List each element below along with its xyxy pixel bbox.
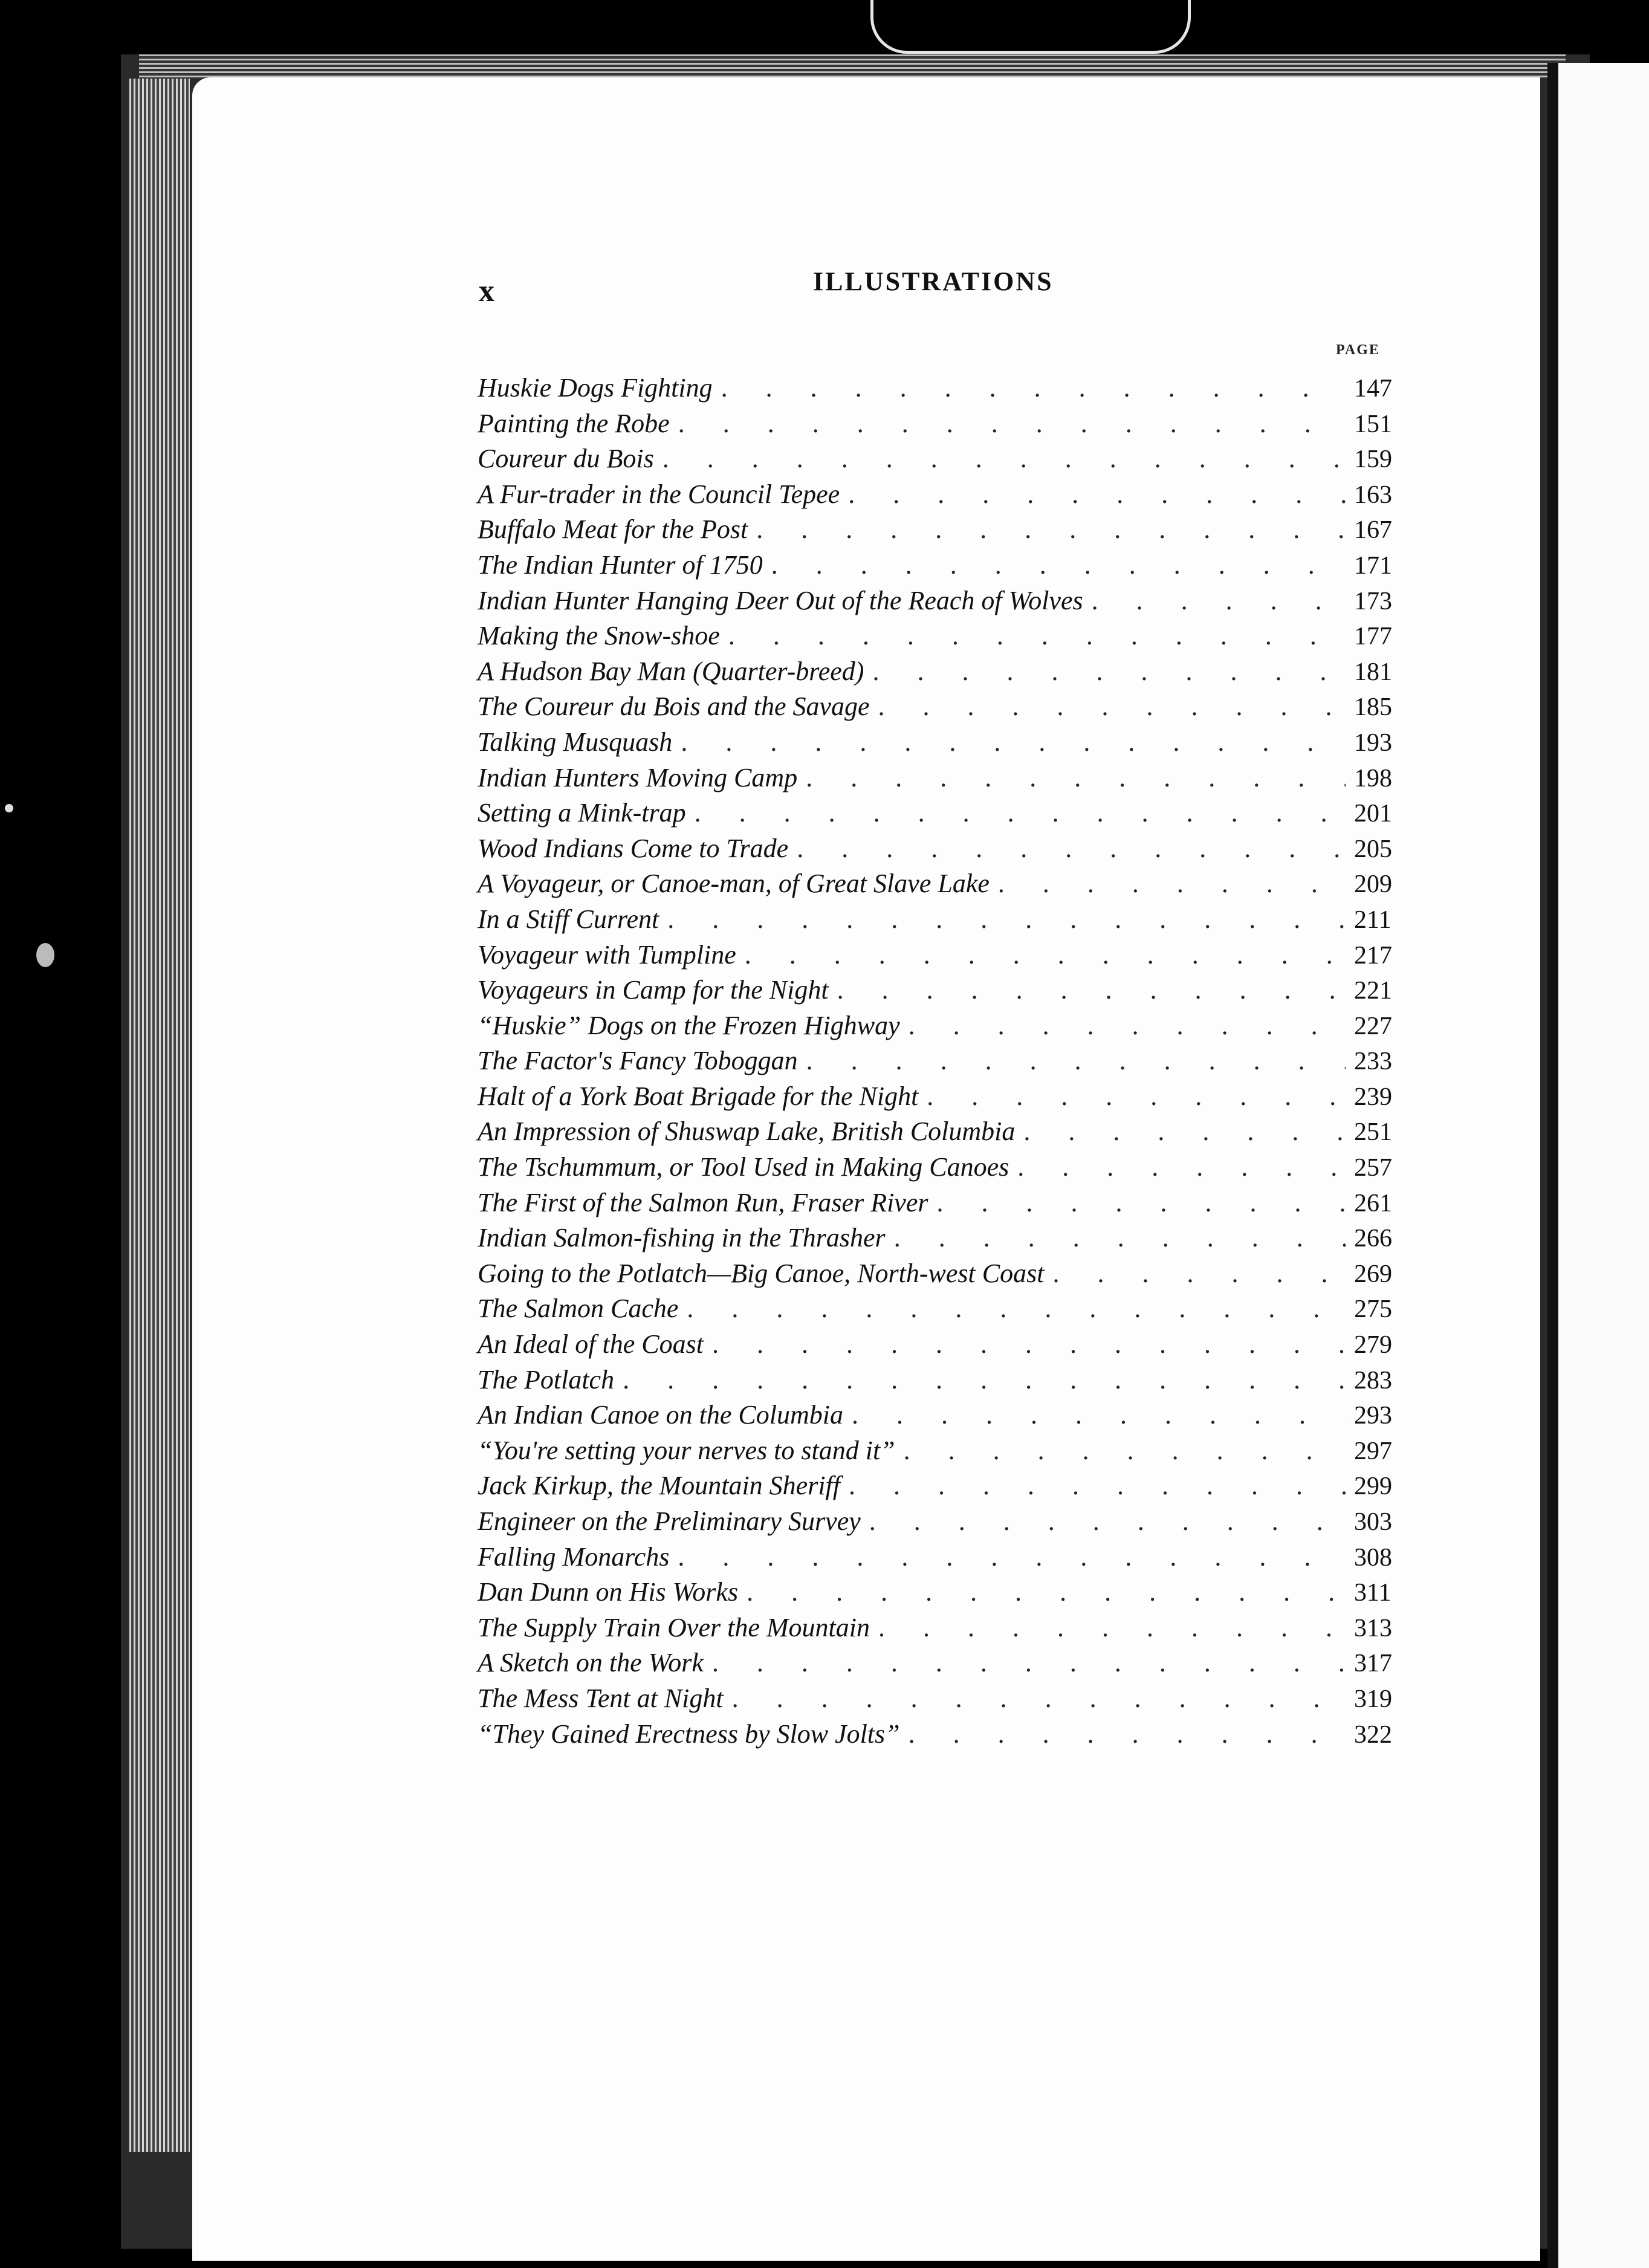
dot-leader [927,1081,1346,1112]
illustration-title: Dan Dunn on His Works [478,1577,739,1607]
illustration-entry [478,1576,1400,1612]
illustration-title: The First of the Salmon Run, Fraser River [478,1187,928,1217]
dot-leader [695,797,1346,828]
illustration-entry [478,1612,1400,1648]
dot-leader [712,1647,1346,1678]
illustration-entry [478,443,1400,479]
illustration-title: Going to the Potlatch—Big Canoe, North-west Coast [478,1258,1045,1288]
gutter-shadow [1547,63,1558,2268]
illustration-entry [478,549,1400,585]
dot-leader [849,1470,1346,1501]
illustration-title: The Supply Train Over the Mountain [478,1612,870,1642]
dot-leader [1023,1116,1346,1147]
dot-leader [806,762,1346,793]
dot-leader [678,1541,1346,1572]
illustration-title: In a Stiff Current [478,904,659,934]
illustration-entry [478,1258,1400,1294]
illustration-entry [478,1329,1400,1364]
illustration-title: The Mess Tent at Night [478,1683,724,1713]
illustration-entry [478,762,1400,798]
illustration-entry [478,727,1400,762]
illustration-entry [478,585,1400,621]
illustration-title: An Ideal of the Coast [478,1329,704,1359]
dot-leader [909,1719,1346,1749]
page-column-header: PAGE [1336,342,1380,358]
illustration-title: A Hudson Bay Man (Quarter-breed) [478,656,864,686]
dot-leader [937,1187,1346,1218]
illustration-page-number: 257 [1354,1154,1392,1182]
dot-leader [1017,1152,1346,1182]
dot-leader [1092,585,1346,616]
illustration-title: Talking Musquash [478,727,673,757]
illustration-entry [478,1399,1400,1435]
illustration-title: Painting the Robe [478,408,670,438]
scan-speck [36,943,54,967]
illustration-page-number: 317 [1354,1650,1392,1678]
illustration-entry [478,1010,1400,1046]
dot-leader [687,1293,1346,1324]
illustration-page-number: 221 [1354,977,1392,1005]
dot-leader [721,372,1346,403]
dot-leader [872,656,1346,687]
dot-leader [852,1399,1346,1430]
illustration-entry [478,1081,1400,1116]
dot-leader [806,1045,1346,1076]
facing-page-edge [1558,63,1649,2268]
illustration-page-number: 275 [1354,1295,1392,1324]
illustration-entry [478,904,1400,939]
illustration-title: Voyageur with Tumpline [478,939,736,970]
illustration-title: Wood Indians Come to Trade [478,833,789,863]
illustration-title: Making the Snow-shoe [478,621,720,651]
illustration-page-number: 308 [1354,1543,1392,1572]
illustration-entry [478,408,1400,444]
illustration-page-number: 209 [1354,870,1392,899]
illustration-page-number: 211 [1354,906,1391,934]
illustration-page-number: 173 [1354,587,1392,615]
illustration-page-number: 299 [1354,1473,1392,1501]
illustration-title: Engineer on the Preliminary Survey [478,1506,861,1536]
illustration-title: A Sketch on the Work [478,1648,704,1678]
dot-leader [894,1222,1346,1253]
illustration-entry [478,1541,1400,1577]
illustration-title: “You're setting your nerves to stand it” [478,1435,895,1465]
illustration-title: An Indian Canoe on the Columbia [478,1400,843,1430]
illustration-entry [478,1683,1400,1719]
illustration-page-number: 303 [1354,1508,1392,1536]
dot-leader [678,408,1346,439]
illustration-title: Falling Monarchs [478,1541,670,1572]
illustration-entry [478,797,1400,833]
dot-leader [623,1364,1346,1395]
illustration-entry [478,479,1400,514]
illustration-page-number: 233 [1354,1048,1392,1076]
illustration-page-number: 181 [1354,658,1392,686]
illustration-entry [478,1435,1400,1471]
illustration-entry [478,939,1400,975]
illustration-page-number: 217 [1354,941,1392,970]
illustration-page-number: 311 [1354,1579,1391,1607]
illustration-title: Buffalo Meat for the Post [478,514,748,545]
dot-leader [1052,1258,1346,1289]
dot-leader [878,691,1346,722]
dot-leader [998,868,1346,899]
illustration-page-number: 171 [1354,551,1392,580]
illustration-page-number: 163 [1354,481,1392,509]
illustration-title: “They Gained Erectness by Slow Jolts” [478,1719,900,1749]
illustrations-list [478,372,1400,1754]
illustration-entry [478,833,1400,869]
illustration-page-number: 239 [1354,1083,1392,1111]
running-title: ILLUSTRATIONS [813,267,1054,296]
illustration-entry [478,1293,1400,1329]
illustration-title: Huskie Dogs Fighting [478,373,713,403]
dot-leader [771,549,1346,580]
illustration-page-number: 177 [1354,623,1392,651]
dot-leader [667,904,1346,935]
illustration-title: The Potlatch [478,1364,615,1395]
illustration-page-number: 198 [1354,764,1392,792]
dot-leader [909,1010,1346,1041]
illustration-page-number: 251 [1354,1118,1392,1147]
illustration-entry [478,372,1400,408]
illustration-title: The Salmon Cache [478,1294,679,1324]
illustration-title: The Factor's Fancy Toboggan [478,1046,798,1076]
page-stack-top-edge [139,54,1566,79]
illustration-entry [478,1187,1400,1223]
dot-leader [728,620,1346,651]
illustration-title: Indian Hunter Hanging Deer Out of the Reach of Wolves [478,585,1083,615]
dot-leader [747,1576,1346,1607]
illustration-title: Halt of a York Boat Brigade for the Night [478,1081,919,1111]
illustration-entry [478,620,1400,656]
dot-leader [848,479,1346,510]
illustration-title: Jack Kirkup, the Mountain Sheriff [478,1471,840,1501]
illustration-entry [478,974,1400,1010]
illustration-page-number: 279 [1354,1331,1392,1359]
illustration-entry [478,1116,1400,1152]
page-stack-left-edge [129,79,190,2152]
dot-leader [869,1506,1346,1537]
scan-speck [5,804,13,812]
illustration-page-number: 266 [1354,1225,1392,1253]
dot-leader [756,514,1346,545]
illustration-page-number: 313 [1354,1614,1392,1642]
illustration-page-number: 193 [1354,728,1392,757]
illustration-entry [478,656,1400,692]
illustration-entry [478,514,1400,549]
dot-leader [712,1329,1346,1359]
illustration-entry [478,868,1400,904]
illustration-page-number: 227 [1354,1012,1392,1040]
illustration-title: “Huskie” Dogs on the Frozen Highway [478,1010,900,1040]
illustration-title: Setting a Mink-trap [478,798,686,828]
dot-leader [663,443,1346,474]
illustration-page-number: 319 [1354,1685,1392,1713]
illustration-entry [478,1045,1400,1081]
dot-leader [732,1683,1346,1714]
illustration-entry [478,1719,1400,1754]
scan-clip-mark [870,0,1191,54]
illustration-title: Voyageurs in Camp for the Night [478,975,829,1005]
illustration-page-number: 269 [1354,1260,1392,1288]
illustration-entry [478,1506,1400,1541]
illustration-entry [478,1152,1400,1187]
illustration-title: An Impression of Shuswap Lake, British Columbia [478,1116,1016,1147]
illustration-title: Coureur du Bois [478,444,654,474]
illustration-page-number: 283 [1354,1366,1392,1395]
illustration-entry [478,691,1400,727]
illustration-title: The Coureur du Bois and the Savage [478,692,870,722]
dot-leader [745,939,1346,970]
illustration-page-number: 205 [1354,835,1392,863]
illustration-page-number: 201 [1354,800,1392,828]
illustration-page-number: 159 [1354,446,1392,474]
illustration-entry [478,1647,1400,1683]
illustration-title: Indian Salmon-fishing in the Thrasher [478,1223,886,1253]
illustration-page-number: 151 [1354,410,1392,438]
dot-leader [878,1612,1346,1643]
illustration-page-number: 293 [1354,1402,1392,1430]
illustration-page-number: 167 [1354,516,1392,545]
illustration-page-number: 185 [1354,693,1392,722]
illustration-entry [478,1222,1400,1258]
illustration-page-number: 147 [1354,375,1392,403]
illustration-title: The Tschummum, or Tool Used in Making Canoes [478,1152,1009,1182]
illustration-title: Indian Hunters Moving Camp [478,762,798,792]
dot-leader [797,833,1346,864]
illustration-page-number: 261 [1354,1189,1392,1217]
page-folio: x [479,274,494,308]
illustration-page-number: 322 [1354,1720,1392,1749]
dot-leader [681,727,1346,757]
dot-leader [837,974,1346,1005]
illustration-title: A Fur-trader in the Council Tepee [478,479,840,509]
illustration-entry [478,1470,1400,1506]
illustration-title: The Indian Hunter of 1750 [478,549,763,580]
dot-leader [904,1435,1346,1466]
illustration-entry [478,1364,1400,1400]
illustration-page-number: 297 [1354,1437,1392,1465]
illustration-title: A Voyageur, or Canoe-man, of Great Slave Lake [478,869,990,899]
